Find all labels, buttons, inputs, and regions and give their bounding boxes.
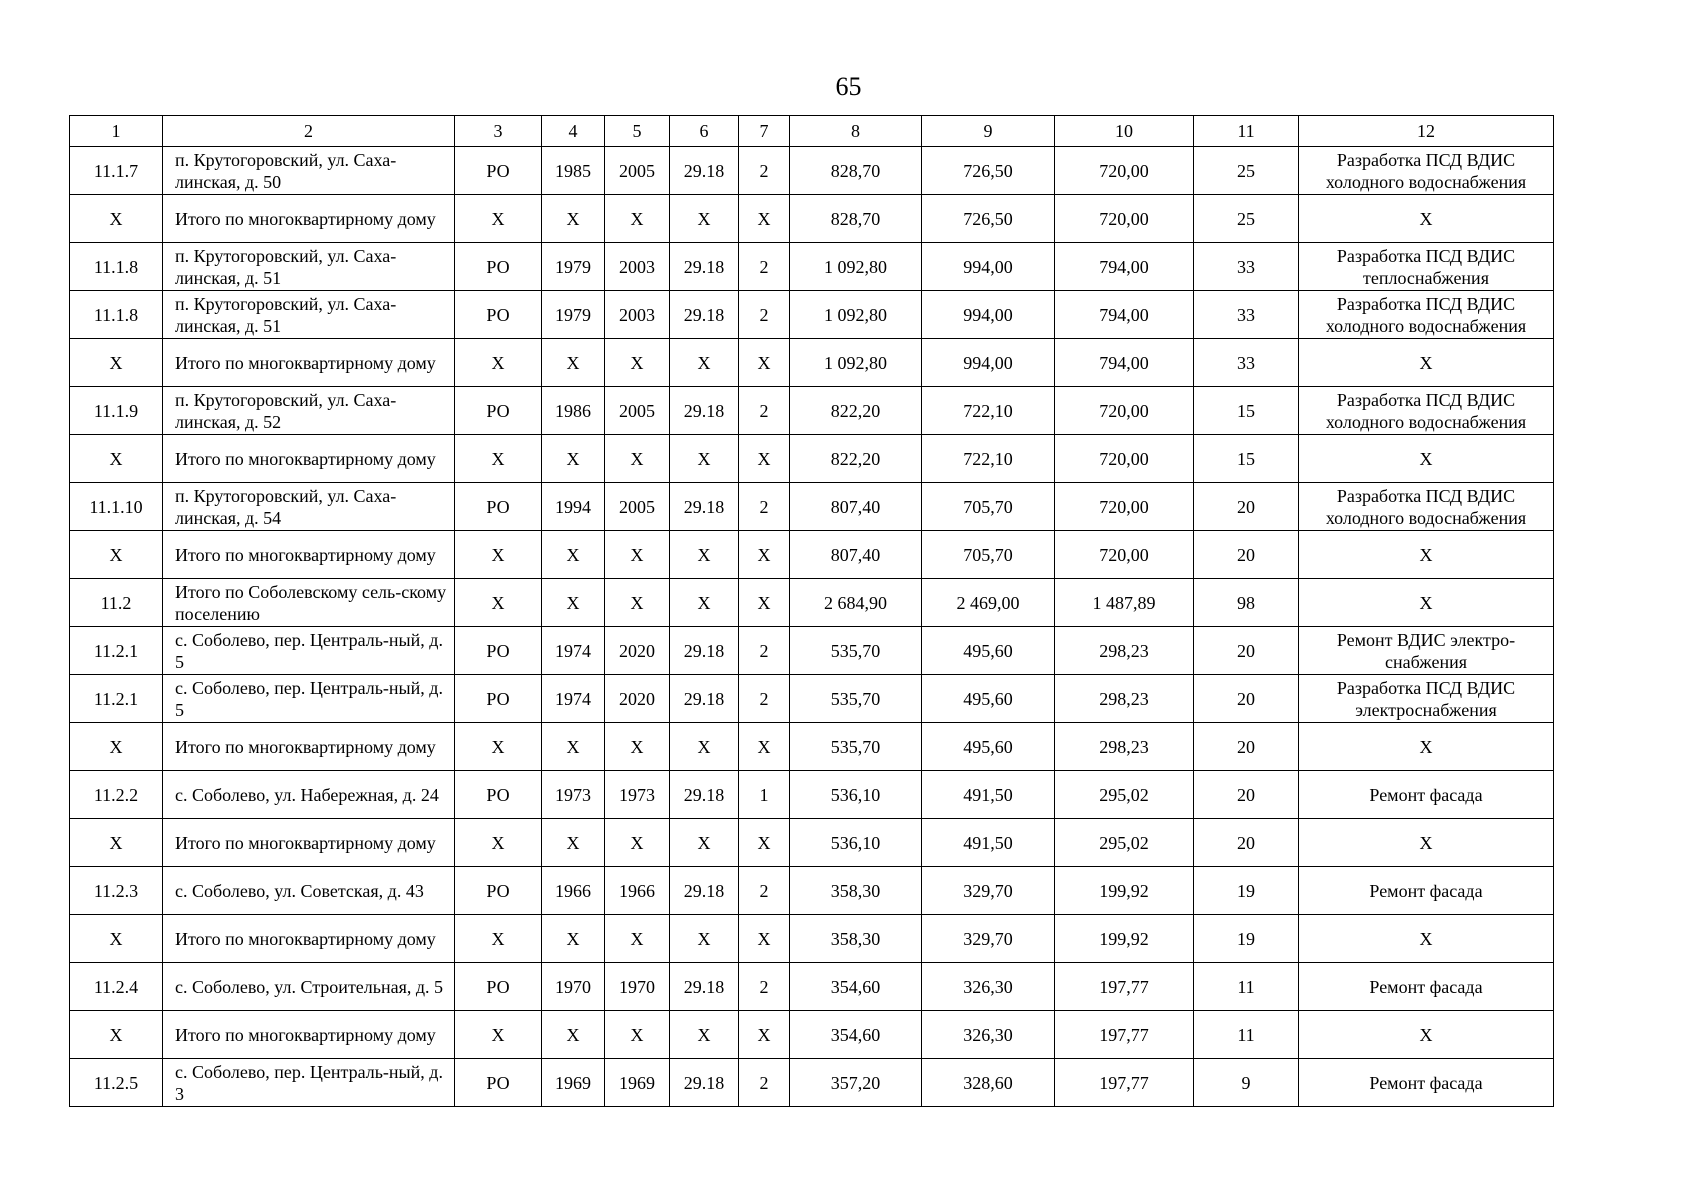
cell-residents: 9 bbox=[1194, 1059, 1299, 1107]
cell-total-area: 354,60 bbox=[790, 963, 922, 1011]
cell-living-area: 495,60 bbox=[922, 723, 1055, 771]
cell-year-built: 1994 bbox=[542, 483, 605, 531]
cell-floors: Х bbox=[739, 579, 790, 627]
cell-living-area: 994,00 bbox=[922, 339, 1055, 387]
cell-work-type: Разработка ПСД ВДИС холодного водоснабжения bbox=[1299, 147, 1554, 195]
cell-cost: 197,77 bbox=[1055, 1059, 1194, 1107]
cell-living-area: 2 469,00 bbox=[922, 579, 1055, 627]
cell-total-area: 536,10 bbox=[790, 771, 922, 819]
column-header-5: 5 bbox=[605, 116, 670, 147]
cell-work-type: Ремонт ВДИС электро-снабжения bbox=[1299, 627, 1554, 675]
cell-owner-type: Х bbox=[455, 819, 542, 867]
cell-owner-type: Х bbox=[455, 339, 542, 387]
cell-item-number: Х bbox=[70, 339, 163, 387]
cell-code: 29.18 bbox=[670, 627, 739, 675]
cell-living-area: 722,10 bbox=[922, 387, 1055, 435]
cell-owner-type: РО bbox=[455, 243, 542, 291]
cell-work-type: Х bbox=[1299, 1011, 1554, 1059]
cell-total-area: 535,70 bbox=[790, 627, 922, 675]
cell-total-area: 2 684,90 bbox=[790, 579, 922, 627]
cell-living-area: 994,00 bbox=[922, 243, 1055, 291]
cell-cost: 794,00 bbox=[1055, 243, 1194, 291]
table-row bbox=[70, 627, 1554, 675]
cell-living-area: 705,70 bbox=[922, 531, 1055, 579]
cell-cost: 1 487,89 bbox=[1055, 579, 1194, 627]
cell-work-type: Разработка ПСД ВДИС электроснабжения bbox=[1299, 675, 1554, 723]
cell-address: Итого по многоквартирному дому bbox=[163, 723, 455, 771]
cell-residents: 15 bbox=[1194, 435, 1299, 483]
cell-address: Итого по многоквартирному дому bbox=[163, 1011, 455, 1059]
column-header-11: 11 bbox=[1194, 116, 1299, 147]
cell-residents: 15 bbox=[1194, 387, 1299, 435]
cell-cost: 197,77 bbox=[1055, 963, 1194, 1011]
table-row bbox=[70, 915, 1554, 963]
cell-cost: 794,00 bbox=[1055, 339, 1194, 387]
cell-cost: 720,00 bbox=[1055, 483, 1194, 531]
cell-address: п. Крутогоровский, ул. Саха-линская, д. 54 bbox=[163, 483, 455, 531]
cell-total-area: 1 092,80 bbox=[790, 339, 922, 387]
cell-floors: 2 bbox=[739, 675, 790, 723]
cell-year-repaired: Х bbox=[605, 915, 670, 963]
cell-cost: 720,00 bbox=[1055, 435, 1194, 483]
column-header-9: 9 bbox=[922, 116, 1055, 147]
cell-residents: 33 bbox=[1194, 243, 1299, 291]
cell-work-type: Разработка ПСД ВДИС теплоснабжения bbox=[1299, 243, 1554, 291]
cell-year-built: Х bbox=[542, 579, 605, 627]
cell-year-repaired: Х bbox=[605, 435, 670, 483]
cell-owner-type: РО bbox=[455, 147, 542, 195]
cell-item-number: Х bbox=[70, 1011, 163, 1059]
cell-year-built: Х bbox=[542, 435, 605, 483]
cell-cost: 794,00 bbox=[1055, 291, 1194, 339]
column-header-3: 3 bbox=[455, 116, 542, 147]
cell-living-area: 329,70 bbox=[922, 867, 1055, 915]
cell-residents: 19 bbox=[1194, 915, 1299, 963]
cell-item-number: 11.2.5 bbox=[70, 1059, 163, 1107]
cell-year-repaired: 2003 bbox=[605, 243, 670, 291]
table-row bbox=[70, 1011, 1554, 1059]
table-row bbox=[70, 291, 1554, 339]
cell-code: Х bbox=[670, 579, 739, 627]
table-row bbox=[70, 771, 1554, 819]
cell-cost: 295,02 bbox=[1055, 771, 1194, 819]
column-header-10: 10 bbox=[1055, 116, 1194, 147]
cell-item-number: 11.2.2 bbox=[70, 771, 163, 819]
cell-item-number: 11.1.10 bbox=[70, 483, 163, 531]
cell-cost: 197,77 bbox=[1055, 1011, 1194, 1059]
table-body bbox=[70, 147, 1554, 1107]
cell-year-repaired: Х bbox=[605, 723, 670, 771]
cell-work-type: Ремонт фасада bbox=[1299, 963, 1554, 1011]
cell-residents: 11 bbox=[1194, 1011, 1299, 1059]
cell-owner-type: РО bbox=[455, 675, 542, 723]
cell-year-repaired: Х bbox=[605, 819, 670, 867]
table-row bbox=[70, 819, 1554, 867]
cell-total-area: 807,40 bbox=[790, 483, 922, 531]
cell-floors: Х bbox=[739, 915, 790, 963]
cell-year-repaired: Х bbox=[605, 195, 670, 243]
cell-cost: 298,23 bbox=[1055, 627, 1194, 675]
cell-item-number: Х bbox=[70, 531, 163, 579]
cell-residents: 20 bbox=[1194, 723, 1299, 771]
cell-address: с. Соболево, пер. Централь-ный, д. 3 bbox=[163, 1059, 455, 1107]
cell-living-area: 491,50 bbox=[922, 819, 1055, 867]
column-header-6: 6 bbox=[670, 116, 739, 147]
cell-code: Х bbox=[670, 723, 739, 771]
cell-living-area: 495,60 bbox=[922, 675, 1055, 723]
cell-floors: Х bbox=[739, 723, 790, 771]
cell-address: Итого по многоквартирному дому bbox=[163, 531, 455, 579]
table-row bbox=[70, 675, 1554, 723]
cell-year-repaired: 2020 bbox=[605, 675, 670, 723]
cell-year-repaired: 1966 bbox=[605, 867, 670, 915]
cell-residents: 25 bbox=[1194, 147, 1299, 195]
cell-item-number: 11.2.3 bbox=[70, 867, 163, 915]
cell-residents: 20 bbox=[1194, 483, 1299, 531]
table-row bbox=[70, 723, 1554, 771]
cell-owner-type: Х bbox=[455, 915, 542, 963]
cell-year-built: 1974 bbox=[542, 627, 605, 675]
cell-floors: Х bbox=[739, 195, 790, 243]
page-number: 65 bbox=[835, 72, 862, 101]
cell-code: 29.18 bbox=[670, 867, 739, 915]
cell-year-built: 1986 bbox=[542, 387, 605, 435]
cell-residents: 98 bbox=[1194, 579, 1299, 627]
table-row bbox=[70, 867, 1554, 915]
cell-cost: 295,02 bbox=[1055, 819, 1194, 867]
cell-code: 29.18 bbox=[670, 963, 739, 1011]
cell-floors: 1 bbox=[739, 771, 790, 819]
cell-living-area: 495,60 bbox=[922, 627, 1055, 675]
table-row bbox=[70, 243, 1554, 291]
cell-item-number: Х bbox=[70, 435, 163, 483]
cell-year-built: 1979 bbox=[542, 243, 605, 291]
cell-owner-type: РО bbox=[455, 1059, 542, 1107]
cell-work-type: Разработка ПСД ВДИС холодного водоснабжения bbox=[1299, 483, 1554, 531]
cell-owner-type: РО bbox=[455, 867, 542, 915]
table-row bbox=[70, 483, 1554, 531]
cell-total-area: 1 092,80 bbox=[790, 243, 922, 291]
cell-owner-type: Х bbox=[455, 579, 542, 627]
cell-code: Х bbox=[670, 435, 739, 483]
cell-year-built: 1985 bbox=[542, 147, 605, 195]
cell-address: Итого по многоквартирному дому bbox=[163, 435, 455, 483]
cell-residents: 20 bbox=[1194, 531, 1299, 579]
cell-item-number: 11.1.8 bbox=[70, 243, 163, 291]
cell-year-built: Х bbox=[542, 195, 605, 243]
cell-work-type: Ремонт фасада bbox=[1299, 1059, 1554, 1107]
cell-floors: Х bbox=[739, 435, 790, 483]
cell-total-area: 536,10 bbox=[790, 819, 922, 867]
cell-cost: 720,00 bbox=[1055, 147, 1194, 195]
cell-code: Х bbox=[670, 195, 739, 243]
cell-code: Х bbox=[670, 915, 739, 963]
cell-work-type: Х bbox=[1299, 339, 1554, 387]
cell-address: п. Крутогоровский, ул. Саха-линская, д. 51 bbox=[163, 291, 455, 339]
cell-residents: 20 bbox=[1194, 819, 1299, 867]
table-row bbox=[70, 147, 1554, 195]
table-row bbox=[70, 963, 1554, 1011]
table-row bbox=[70, 387, 1554, 435]
cell-year-repaired: 2005 bbox=[605, 147, 670, 195]
cell-address: п. Крутогоровский, ул. Саха-линская, д. 51 bbox=[163, 243, 455, 291]
column-header-1: 1 bbox=[70, 116, 163, 147]
cell-work-type: Х bbox=[1299, 435, 1554, 483]
cell-living-area: 705,70 bbox=[922, 483, 1055, 531]
cell-total-area: 535,70 bbox=[790, 723, 922, 771]
cell-year-repaired: Х bbox=[605, 579, 670, 627]
cell-code: 29.18 bbox=[670, 771, 739, 819]
cell-living-area: 326,30 bbox=[922, 963, 1055, 1011]
cell-living-area: 722,10 bbox=[922, 435, 1055, 483]
column-header-4: 4 bbox=[542, 116, 605, 147]
cell-total-area: 822,20 bbox=[790, 435, 922, 483]
cell-work-type: Х bbox=[1299, 915, 1554, 963]
cell-year-repaired: 2003 bbox=[605, 291, 670, 339]
cell-floors: Х bbox=[739, 531, 790, 579]
cell-owner-type: РО bbox=[455, 771, 542, 819]
cell-code: 29.18 bbox=[670, 675, 739, 723]
cell-address: Итого по Соболевскому сель-скому поселению bbox=[163, 579, 455, 627]
cell-living-area: 491,50 bbox=[922, 771, 1055, 819]
cell-year-built: Х bbox=[542, 339, 605, 387]
cell-owner-type: РО bbox=[455, 627, 542, 675]
cell-owner-type: Х bbox=[455, 195, 542, 243]
cell-item-number: Х bbox=[70, 819, 163, 867]
cell-item-number: 11.1.8 bbox=[70, 291, 163, 339]
cell-total-area: 535,70 bbox=[790, 675, 922, 723]
cell-item-number: 11.2.1 bbox=[70, 675, 163, 723]
cell-cost: 298,23 bbox=[1055, 675, 1194, 723]
cell-year-built: Х bbox=[542, 723, 605, 771]
cell-residents: 11 bbox=[1194, 963, 1299, 1011]
cell-living-area: 726,50 bbox=[922, 147, 1055, 195]
cell-residents: 20 bbox=[1194, 675, 1299, 723]
cell-work-type: Разработка ПСД ВДИС холодного водоснабжения bbox=[1299, 291, 1554, 339]
cell-owner-type: Х bbox=[455, 435, 542, 483]
cell-work-type: Ремонт фасада bbox=[1299, 771, 1554, 819]
cell-code: Х bbox=[670, 1011, 739, 1059]
cell-code: Х bbox=[670, 339, 739, 387]
cell-floors: Х bbox=[739, 819, 790, 867]
cell-living-area: 994,00 bbox=[922, 291, 1055, 339]
cell-living-area: 328,60 bbox=[922, 1059, 1055, 1107]
cell-year-built: 1969 bbox=[542, 1059, 605, 1107]
cell-floors: 2 bbox=[739, 291, 790, 339]
cell-item-number: Х bbox=[70, 723, 163, 771]
table-row bbox=[70, 531, 1554, 579]
cell-work-type: Ремонт фасада bbox=[1299, 867, 1554, 915]
cell-residents: 19 bbox=[1194, 867, 1299, 915]
cell-floors: 2 bbox=[739, 483, 790, 531]
cell-address: Итого по многоквартирному дому bbox=[163, 195, 455, 243]
table-row bbox=[70, 435, 1554, 483]
cell-year-built: 1973 bbox=[542, 771, 605, 819]
cell-work-type: Х bbox=[1299, 531, 1554, 579]
cell-residents: 25 bbox=[1194, 195, 1299, 243]
cell-residents: 20 bbox=[1194, 627, 1299, 675]
cell-total-area: 358,30 bbox=[790, 867, 922, 915]
cell-owner-type: РО bbox=[455, 291, 542, 339]
cell-residents: 20 bbox=[1194, 771, 1299, 819]
cell-total-area: 828,70 bbox=[790, 195, 922, 243]
cell-cost: 298,23 bbox=[1055, 723, 1194, 771]
cell-year-repaired: 1970 bbox=[605, 963, 670, 1011]
cell-address: Итого по многоквартирному дому bbox=[163, 339, 455, 387]
table-row bbox=[70, 195, 1554, 243]
table-row bbox=[70, 579, 1554, 627]
cell-floors: 2 bbox=[739, 387, 790, 435]
cell-total-area: 828,70 bbox=[790, 147, 922, 195]
column-header-8: 8 bbox=[790, 116, 922, 147]
column-header-7: 7 bbox=[739, 116, 790, 147]
cell-cost: 199,92 bbox=[1055, 867, 1194, 915]
cell-code: 29.18 bbox=[670, 1059, 739, 1107]
column-header-12: 12 bbox=[1299, 116, 1554, 147]
cell-owner-type: РО bbox=[455, 387, 542, 435]
cell-year-repaired: Х bbox=[605, 1011, 670, 1059]
cell-year-repaired: 2005 bbox=[605, 483, 670, 531]
cell-cost: 199,92 bbox=[1055, 915, 1194, 963]
cell-address: с. Соболево, ул. Строительная, д. 5 bbox=[163, 963, 455, 1011]
cell-year-built: Х bbox=[542, 819, 605, 867]
cell-total-area: 357,20 bbox=[790, 1059, 922, 1107]
repair-program-table bbox=[69, 115, 1554, 1107]
cell-owner-type: РО bbox=[455, 483, 542, 531]
cell-code: Х bbox=[670, 819, 739, 867]
cell-living-area: 726,50 bbox=[922, 195, 1055, 243]
cell-total-area: 822,20 bbox=[790, 387, 922, 435]
cell-year-repaired: 1969 bbox=[605, 1059, 670, 1107]
cell-living-area: 326,30 bbox=[922, 1011, 1055, 1059]
cell-floors: 2 bbox=[739, 147, 790, 195]
cell-item-number: 11.2 bbox=[70, 579, 163, 627]
cell-code: 29.18 bbox=[670, 243, 739, 291]
cell-work-type: Х bbox=[1299, 579, 1554, 627]
cell-cost: 720,00 bbox=[1055, 195, 1194, 243]
cell-address: с. Соболево, пер. Централь-ный, д. 5 bbox=[163, 675, 455, 723]
cell-code: 29.18 bbox=[670, 387, 739, 435]
cell-year-built: 1974 bbox=[542, 675, 605, 723]
cell-address: п. Крутогоровский, ул. Саха-линская, д. 50 bbox=[163, 147, 455, 195]
cell-total-area: 807,40 bbox=[790, 531, 922, 579]
header-row bbox=[70, 116, 1554, 147]
cell-address: с. Соболево, ул. Советская, д. 43 bbox=[163, 867, 455, 915]
cell-residents: 33 bbox=[1194, 339, 1299, 387]
cell-year-built: Х bbox=[542, 1011, 605, 1059]
cell-floors: 2 bbox=[739, 627, 790, 675]
cell-owner-type: Х bbox=[455, 531, 542, 579]
cell-year-repaired: 2020 bbox=[605, 627, 670, 675]
cell-cost: 720,00 bbox=[1055, 531, 1194, 579]
cell-floors: 2 bbox=[739, 963, 790, 1011]
cell-code: 29.18 bbox=[670, 483, 739, 531]
cell-code: Х bbox=[670, 531, 739, 579]
cell-owner-type: Х bbox=[455, 723, 542, 771]
cell-floors: 2 bbox=[739, 867, 790, 915]
cell-cost: 720,00 bbox=[1055, 387, 1194, 435]
cell-code: 29.18 bbox=[670, 147, 739, 195]
cell-total-area: 354,60 bbox=[790, 1011, 922, 1059]
cell-work-type: Разработка ПСД ВДИС холодного водоснабжения bbox=[1299, 387, 1554, 435]
cell-floors: Х bbox=[739, 339, 790, 387]
cell-work-type: Х bbox=[1299, 819, 1554, 867]
cell-year-built: Х bbox=[542, 915, 605, 963]
cell-year-built: 1970 bbox=[542, 963, 605, 1011]
cell-residents: 33 bbox=[1194, 291, 1299, 339]
cell-item-number: Х bbox=[70, 195, 163, 243]
cell-year-repaired: Х bbox=[605, 339, 670, 387]
cell-owner-type: Х bbox=[455, 1011, 542, 1059]
cell-item-number: 11.2.4 bbox=[70, 963, 163, 1011]
cell-living-area: 329,70 bbox=[922, 915, 1055, 963]
cell-year-built: 1979 bbox=[542, 291, 605, 339]
cell-year-built: Х bbox=[542, 531, 605, 579]
cell-address: п. Крутогоровский, ул. Саха-линская, д. 52 bbox=[163, 387, 455, 435]
cell-work-type: Х bbox=[1299, 723, 1554, 771]
cell-owner-type: РО bbox=[455, 963, 542, 1011]
cell-work-type: Х bbox=[1299, 195, 1554, 243]
table-row bbox=[70, 339, 1554, 387]
cell-year-repaired: 2005 bbox=[605, 387, 670, 435]
cell-address: с. Соболево, пер. Централь-ный, д. 5 bbox=[163, 627, 455, 675]
cell-code: 29.18 bbox=[670, 291, 739, 339]
cell-item-number: 11.1.7 bbox=[70, 147, 163, 195]
cell-year-built: 1966 bbox=[542, 867, 605, 915]
table-row bbox=[70, 1059, 1554, 1107]
cell-year-repaired: 1973 bbox=[605, 771, 670, 819]
cell-item-number: 11.1.9 bbox=[70, 387, 163, 435]
cell-address: Итого по многоквартирному дому bbox=[163, 915, 455, 963]
cell-year-repaired: Х bbox=[605, 531, 670, 579]
cell-total-area: 1 092,80 bbox=[790, 291, 922, 339]
cell-floors: 2 bbox=[739, 1059, 790, 1107]
column-header-2: 2 bbox=[163, 116, 455, 147]
cell-item-number: Х bbox=[70, 915, 163, 963]
cell-address: с. Соболево, ул. Набережная, д. 24 bbox=[163, 771, 455, 819]
cell-floors: Х bbox=[739, 1011, 790, 1059]
cell-item-number: 11.2.1 bbox=[70, 627, 163, 675]
cell-total-area: 358,30 bbox=[790, 915, 922, 963]
cell-address: Итого по многоквартирному дому bbox=[163, 819, 455, 867]
cell-floors: 2 bbox=[739, 243, 790, 291]
